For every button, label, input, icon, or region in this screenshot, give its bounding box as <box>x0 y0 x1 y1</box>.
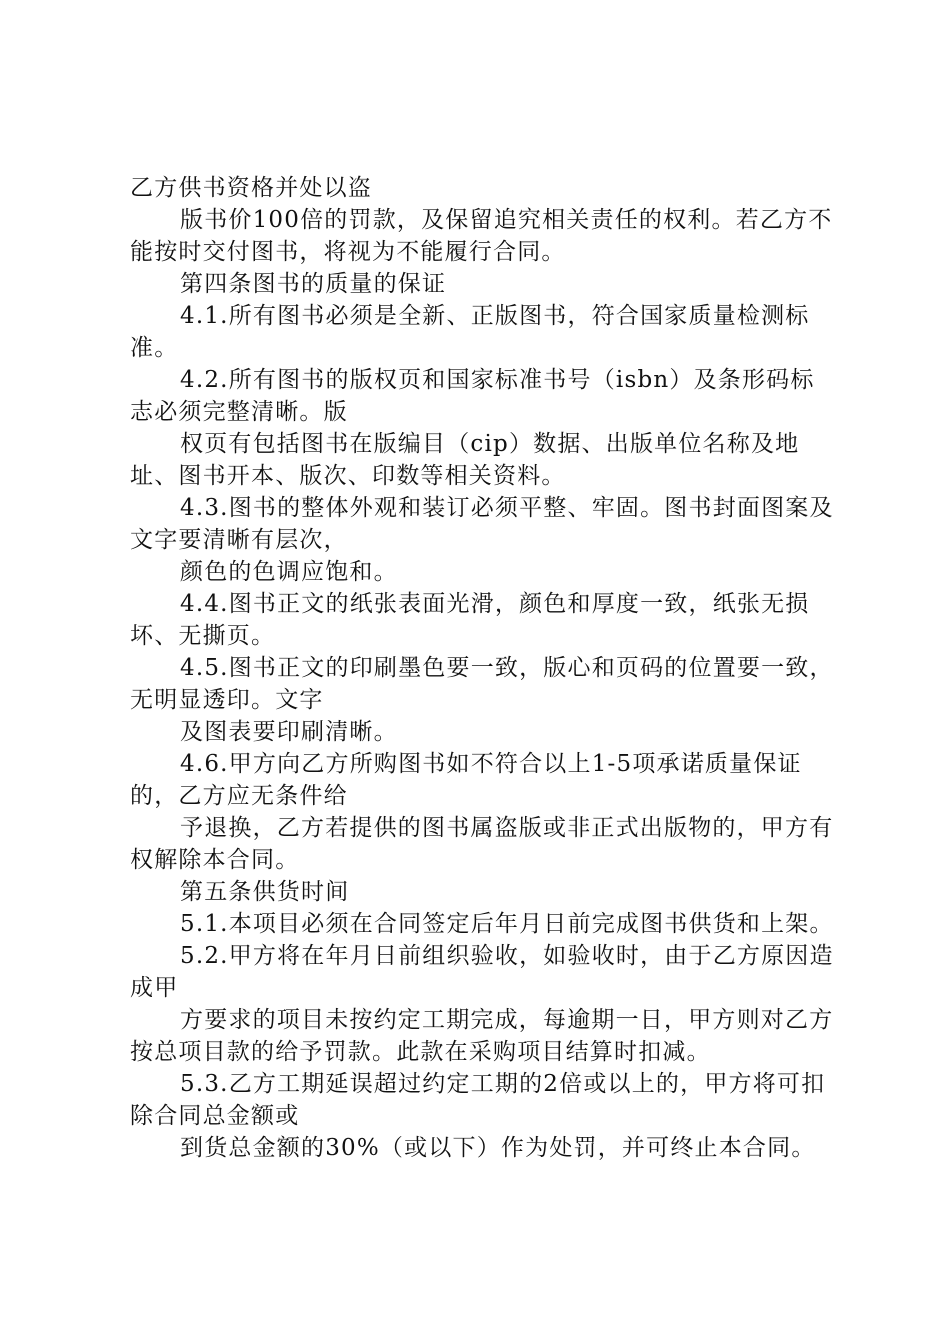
paragraph: 5.1.本项目必须在合同签定后年月日前完成图书供货和上架。 <box>180 911 834 937</box>
paragraph: 5.3.乙方工期延误超过约定工期的2倍或以上的，甲方将可扣除合同总金额或 <box>130 1071 826 1129</box>
paragraph: 5.2.甲方将在年月日前组织验收，如验收时，由于乙方原因造成甲 <box>130 943 834 1001</box>
paragraph: 4.2.所有图书的版权页和国家标准书号（isbn）及条形码标志必须完整清晰。版 <box>130 367 815 425</box>
section-heading: 第四条图书的质量的保证 <box>180 271 447 297</box>
paragraph: 4.6.甲方向乙方所购图书如不符合以上1-5项承诺质量保证的，乙方应无条件给 <box>130 751 802 809</box>
paragraph: 4.3.图书的整体外观和装订必须平整、牢固。图书封面图案及文字要清晰有层次， <box>130 495 834 553</box>
paragraph: 及图表要印刷清晰。 <box>180 719 398 745</box>
paragraph: 权页有包括图书在版编目（cip）数据、出版单位名称及地址、图书开本、版次、印数等相关资料。 <box>130 431 800 489</box>
paragraph: 方要求的项目未按约定工期完成，每逾期一日，甲方则对乙方按总项目款的给予罚款。此款在采购项目结算时扣减。 <box>130 1007 834 1065</box>
paragraph: 版书价100倍的罚款，及保留追究相关责任的权利。若乙方不能按时交付图书，将视为不能履行合同。 <box>130 207 833 265</box>
paragraph: 颜色的色调应饱和。 <box>180 559 398 585</box>
paragraph: 4.1.所有图书必须是全新、正版图书，符合国家质量检测标准。 <box>130 303 810 361</box>
paragraph: 4.4.图书正文的纸张表面光滑，颜色和厚度一致，纸张无损坏、无撕页。 <box>130 591 810 649</box>
paragraph: 到货总金额的30%（或以下）作为处罚，并可终止本合同。 <box>180 1135 816 1161</box>
paragraph: 予退换，乙方若提供的图书属盗版或非正式出版物的，甲方有权解除本合同。 <box>130 815 834 873</box>
section-heading: 第五条供货时间 <box>180 879 350 905</box>
paragraph: 4.5.图书正文的印刷墨色要一致，版心和页码的位置要一致，无明显透印。文字 <box>130 655 834 713</box>
paragraph: 乙方供书资格并处以盗 <box>130 175 372 201</box>
document-body <box>130 172 835 1164</box>
